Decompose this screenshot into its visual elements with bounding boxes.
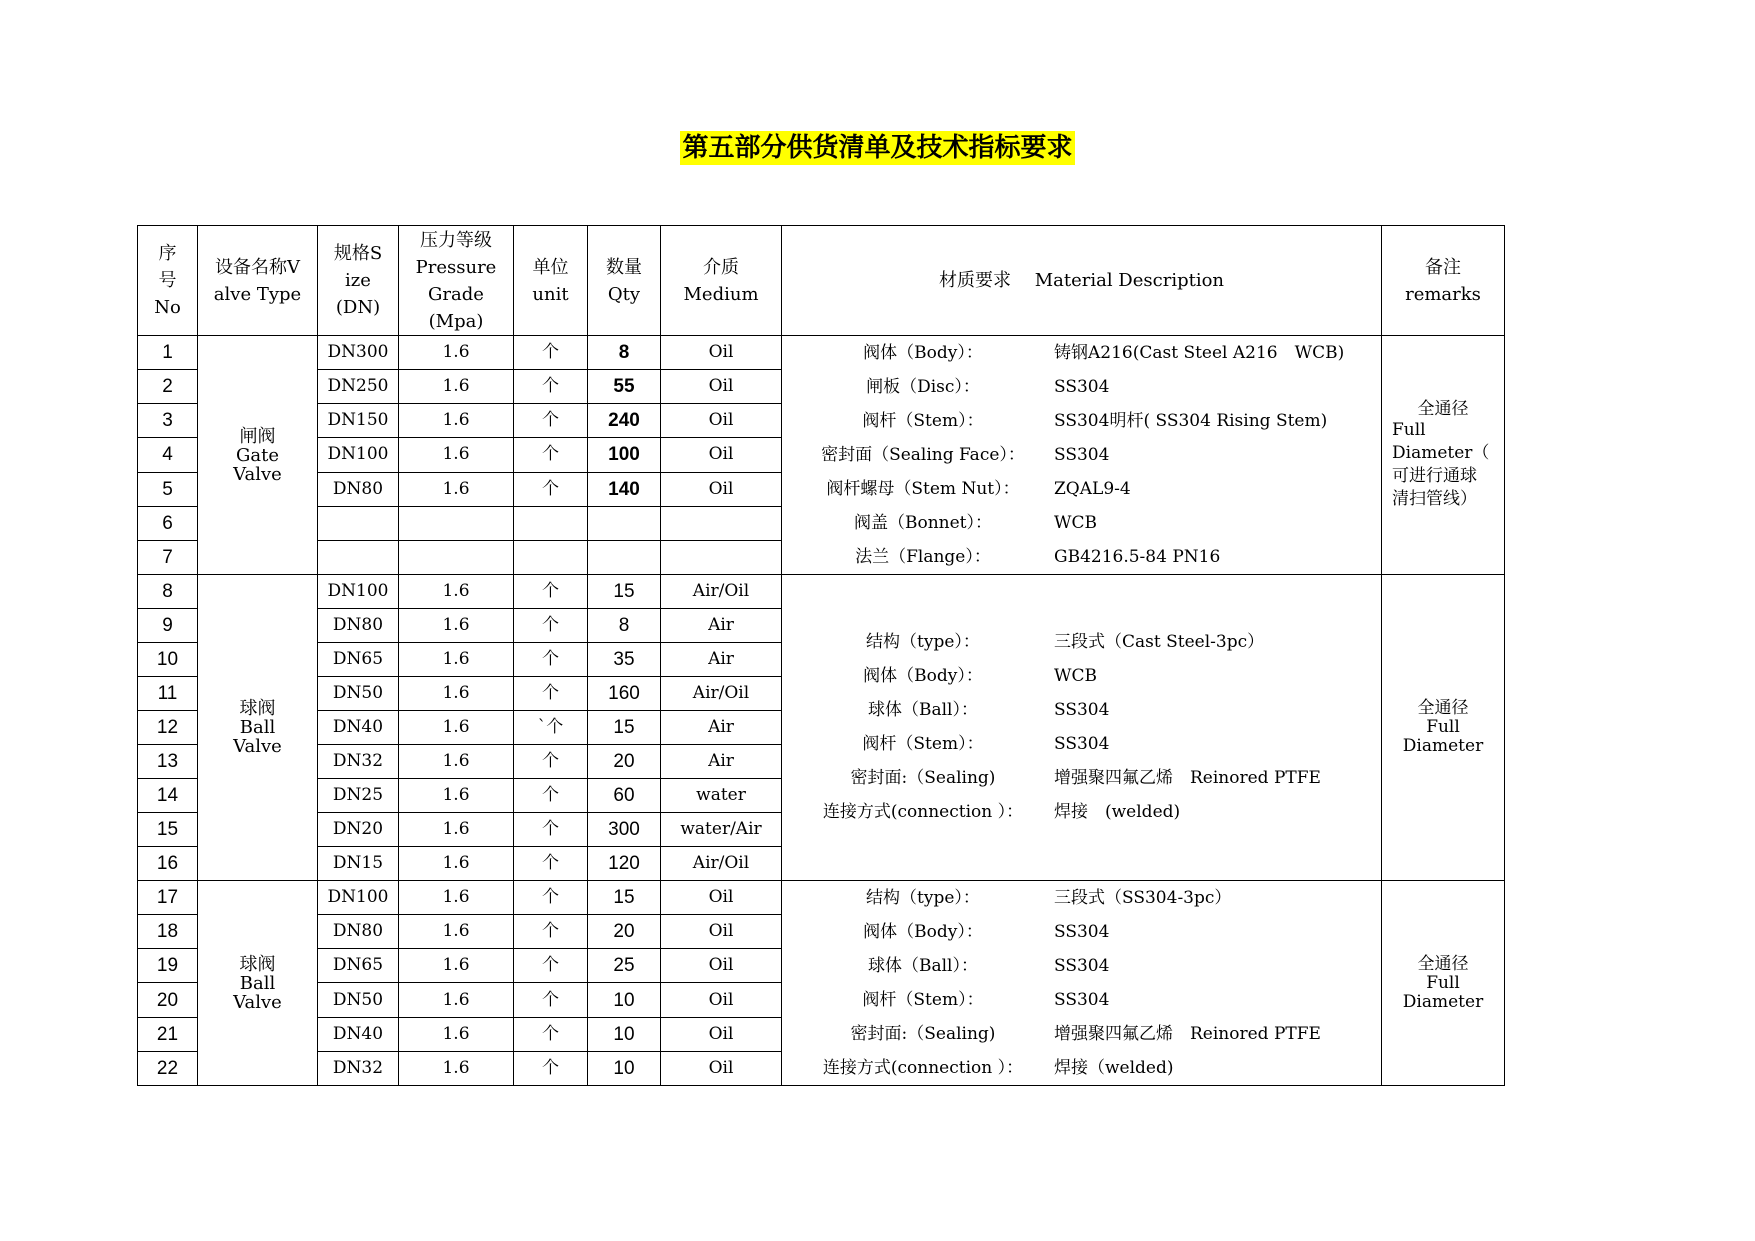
unit-cell: 个 xyxy=(514,609,588,643)
table-row xyxy=(138,575,1505,609)
material-line xyxy=(782,762,1381,796)
material-line xyxy=(782,540,1381,574)
remarks-cell xyxy=(1382,575,1505,881)
qty-cell: 300 xyxy=(588,813,661,847)
material-line xyxy=(782,370,1381,404)
medium-cell: Oil xyxy=(661,472,782,506)
material-part: 球体（Ball）： xyxy=(867,955,978,976)
unit-cell: 个 xyxy=(514,575,588,609)
pressure-cell: 1.6 xyxy=(399,370,514,404)
material-line xyxy=(782,949,1381,983)
row-no-cell: 2 xyxy=(138,370,198,404)
remarks-line: 全通径 xyxy=(1417,953,1469,974)
valve-type-line: Ball xyxy=(239,972,276,994)
row-no-cell: 12 xyxy=(138,711,198,745)
pressure-cell: 1.6 xyxy=(399,779,514,813)
size-cell: DN80 xyxy=(318,915,399,949)
row-no-cell: 14 xyxy=(138,779,198,813)
material-cell xyxy=(782,881,1382,1086)
pressure-cell: 1.6 xyxy=(399,575,514,609)
row-no-cell: 8 xyxy=(138,575,198,609)
header-size-line: ize xyxy=(345,270,371,291)
material-spec: SS304 xyxy=(1054,955,1110,976)
unit-cell: `个 xyxy=(514,711,588,745)
medium-cell: Oil xyxy=(661,336,782,370)
pressure-cell: 1.6 xyxy=(399,1051,514,1085)
unit-cell: 个 xyxy=(514,745,588,779)
material-part: 阀盖（Bonnet）： xyxy=(853,512,993,533)
size-cell: DN50 xyxy=(318,983,399,1017)
qty-cell xyxy=(588,506,661,540)
medium-cell: water xyxy=(661,779,782,813)
size-cell: DN65 xyxy=(318,643,399,677)
medium-cell: Air/Oil xyxy=(661,677,782,711)
material-line xyxy=(782,404,1381,438)
row-no-cell: 1 xyxy=(138,336,198,370)
material-spec: SS304 xyxy=(1054,444,1110,465)
material-part: 阀体（Body）： xyxy=(863,921,983,942)
pressure-cell: 1.6 xyxy=(399,847,514,881)
medium-cell: Oil xyxy=(661,404,782,438)
table-row xyxy=(138,881,1505,915)
header-pressure xyxy=(399,226,514,336)
unit-cell: 个 xyxy=(514,677,588,711)
material-part: 密封面:（Sealing) xyxy=(850,768,996,788)
medium-cell: Air xyxy=(661,745,782,779)
unit-cell: 个 xyxy=(514,983,588,1017)
medium-cell: Oil xyxy=(661,438,782,472)
material-part: 法兰（Flange）： xyxy=(855,546,991,567)
remarks-line: Diameter xyxy=(1402,736,1484,756)
material-part: 连接方式(connection ）： xyxy=(822,1057,1024,1078)
remarks-cell xyxy=(1382,881,1505,1086)
header-size-line: (DN) xyxy=(335,297,381,318)
material-part: 阀杆（Stem）： xyxy=(862,410,984,431)
medium-cell: Oil xyxy=(661,1051,782,1085)
valve-type-cell xyxy=(198,336,318,575)
unit-cell: 个 xyxy=(514,404,588,438)
header-size xyxy=(318,226,399,336)
pressure-cell: 1.6 xyxy=(399,1017,514,1051)
size-cell: DN100 xyxy=(318,575,399,609)
material-spec: WCB xyxy=(1054,666,1097,686)
unit-cell: 个 xyxy=(514,949,588,983)
qty-cell: 10 xyxy=(588,983,661,1017)
qty-cell: 35 xyxy=(588,643,661,677)
remarks-line: 可进行通球 xyxy=(1392,465,1477,486)
valve-type-line: 闸阀 xyxy=(239,425,276,447)
row-no-cell: 10 xyxy=(138,643,198,677)
material-spec: 铸钢A216(Cast Steel A216 WCB) xyxy=(1054,342,1345,363)
valve-type-cell xyxy=(198,881,318,1086)
unit-cell: 个 xyxy=(514,336,588,370)
row-no-cell: 6 xyxy=(138,506,198,540)
remarks-line: 清扫管线） xyxy=(1392,488,1477,509)
valve-type-line: Ball xyxy=(239,717,276,738)
row-no-cell: 3 xyxy=(138,404,198,438)
material-spec: SS304 xyxy=(1054,700,1110,720)
material-cell xyxy=(782,336,1382,575)
material-line xyxy=(782,694,1381,728)
medium-cell: Oil xyxy=(661,881,782,915)
unit-cell: 个 xyxy=(514,472,588,506)
medium-cell xyxy=(661,540,782,574)
remarks-line: Full xyxy=(1426,972,1460,993)
valve-type-cell xyxy=(198,575,318,881)
material-cell xyxy=(782,575,1382,881)
material-part: 阀体（Body）： xyxy=(863,342,983,363)
unit-cell: 个 xyxy=(514,370,588,404)
material-part: 阀杆螺母（Stem Nut）： xyxy=(826,478,1020,499)
header-material: 材质要求 Material Description xyxy=(782,226,1382,336)
medium-cell: water/Air xyxy=(661,813,782,847)
pressure-cell: 1.6 xyxy=(399,336,514,370)
header-row xyxy=(138,226,1505,336)
qty-cell: 15 xyxy=(588,881,661,915)
material-spec: SS304 xyxy=(1054,921,1110,942)
material-part: 密封面（Sealing Face）： xyxy=(821,444,1025,465)
qty-cell: 55 xyxy=(588,370,661,404)
qty-cell: 160 xyxy=(588,677,661,711)
unit-cell: 个 xyxy=(514,643,588,677)
unit-cell: 个 xyxy=(514,438,588,472)
size-cell: DN32 xyxy=(318,745,399,779)
header-qty-line: 数量 xyxy=(606,256,642,278)
size-cell: DN40 xyxy=(318,1017,399,1051)
qty-cell: 60 xyxy=(588,779,661,813)
remarks-line: 全通径 xyxy=(1417,398,1469,419)
table-body xyxy=(138,336,1505,1086)
row-no-cell: 11 xyxy=(138,677,198,711)
unit-cell: 个 xyxy=(514,1017,588,1051)
material-spec: WCB xyxy=(1054,512,1097,533)
unit-cell: 个 xyxy=(514,915,588,949)
header-remarks-line: remarks xyxy=(1405,283,1481,305)
medium-cell: Air/Oil xyxy=(661,847,782,881)
qty-cell: 240 xyxy=(588,404,661,438)
material-spec: SS304 xyxy=(1054,989,1110,1010)
size-cell: DN25 xyxy=(318,779,399,813)
medium-cell: Oil xyxy=(661,370,782,404)
row-no-cell: 18 xyxy=(138,915,198,949)
header-qty-line: Qty xyxy=(607,283,641,305)
pressure-cell: 1.6 xyxy=(399,915,514,949)
material-spec: GB4216.5-84 PN16 xyxy=(1054,546,1221,567)
valve-type-line: 球阀 xyxy=(239,953,276,975)
header-remarks xyxy=(1382,226,1505,336)
material-spec: ZQAL9-4 xyxy=(1054,478,1131,499)
material-part: 阀体（Body）： xyxy=(863,666,983,686)
header-pressure-line: Grade xyxy=(428,283,484,305)
size-cell: DN100 xyxy=(318,881,399,915)
material-part: 连接方式(connection ）： xyxy=(822,802,1024,822)
header-qty xyxy=(588,226,661,336)
material-line xyxy=(782,728,1381,762)
pressure-cell: 1.6 xyxy=(399,643,514,677)
material-spec: 增强聚四氟乙烯 Reinored PTFE xyxy=(1054,1023,1321,1044)
size-cell: DN100 xyxy=(318,438,399,472)
material-line xyxy=(782,506,1381,540)
unit-cell: 个 xyxy=(514,779,588,813)
material-line xyxy=(782,472,1381,506)
qty-cell: 100 xyxy=(588,438,661,472)
header-medium-line: Medium xyxy=(683,283,759,305)
header-medium xyxy=(661,226,782,336)
size-cell: DN80 xyxy=(318,609,399,643)
row-no-cell: 13 xyxy=(138,745,198,779)
qty-cell: 120 xyxy=(588,847,661,881)
row-no-cell: 7 xyxy=(138,540,198,574)
size-cell: DN250 xyxy=(318,370,399,404)
material-spec: 焊接 (welded) xyxy=(1054,802,1181,822)
pressure-cell: 1.6 xyxy=(399,983,514,1017)
row-no-cell: 20 xyxy=(138,983,198,1017)
size-cell: DN65 xyxy=(318,949,399,983)
page-title xyxy=(0,127,1755,164)
header-no-line: No xyxy=(154,297,181,318)
pressure-cell xyxy=(399,506,514,540)
pressure-cell: 1.6 xyxy=(399,949,514,983)
material-spec: SS304明杆( SS304 Rising Stem) xyxy=(1054,410,1328,431)
header-pressure-line: Pressure xyxy=(415,256,497,278)
medium-cell: Oil xyxy=(661,983,782,1017)
row-no-cell: 15 xyxy=(138,813,198,847)
material-line xyxy=(782,438,1381,472)
header-pressure-line: 压力等级 xyxy=(420,229,492,251)
pressure-cell: 1.6 xyxy=(399,677,514,711)
pressure-cell: 1.6 xyxy=(399,472,514,506)
medium-cell: Air xyxy=(661,609,782,643)
size-cell: DN32 xyxy=(318,1051,399,1085)
material-spec: 增强聚四氟乙烯 Reinored PTFE xyxy=(1054,768,1321,788)
remarks-line: Diameter xyxy=(1402,991,1484,1012)
row-no-cell: 16 xyxy=(138,847,198,881)
medium-cell: Air xyxy=(661,643,782,677)
material-line xyxy=(782,660,1381,694)
pressure-cell: 1.6 xyxy=(399,711,514,745)
material-part: 闸板（Disc）： xyxy=(866,376,980,397)
medium-cell xyxy=(661,506,782,540)
header-pressure-line: (Mpa) xyxy=(428,310,484,332)
qty-cell: 10 xyxy=(588,1017,661,1051)
qty-cell xyxy=(588,540,661,574)
material-part: 阀杆（Stem）： xyxy=(862,734,984,754)
material-part: 密封面:（Sealing) xyxy=(850,1023,996,1044)
pressure-cell: 1.6 xyxy=(399,813,514,847)
qty-cell: 20 xyxy=(588,915,661,949)
remarks-line: Diameter（ xyxy=(1392,442,1490,463)
material-spec: 焊接（welded) xyxy=(1054,1057,1174,1078)
qty-cell: 8 xyxy=(588,609,661,643)
header-no-line: 序 xyxy=(158,243,177,264)
material-line xyxy=(782,1051,1381,1085)
size-cell: DN15 xyxy=(318,847,399,881)
unit-cell: 个 xyxy=(514,881,588,915)
header-name xyxy=(198,226,318,336)
page-title-text: 第五部分供货清单及技术指标要求 xyxy=(682,133,1073,163)
material-spec: 三段式（Cast Steel-3pc） xyxy=(1054,632,1265,652)
valve-type-line: Valve xyxy=(233,463,282,485)
header-unit xyxy=(514,226,588,336)
qty-cell: 10 xyxy=(588,1051,661,1085)
remarks-line: 全通径 xyxy=(1417,698,1469,718)
pressure-cell xyxy=(399,540,514,574)
medium-cell: Oil xyxy=(661,915,782,949)
row-no-cell: 22 xyxy=(138,1051,198,1085)
material-line xyxy=(782,915,1381,949)
supply-list-table xyxy=(137,225,1505,1086)
unit-cell xyxy=(514,540,588,574)
medium-cell: Oil xyxy=(661,1017,782,1051)
material-line xyxy=(782,626,1381,660)
valve-type-line: 球阀 xyxy=(239,698,276,719)
valve-type-line: Valve xyxy=(233,991,282,1013)
unit-cell xyxy=(514,506,588,540)
medium-cell: Air xyxy=(661,711,782,745)
material-line xyxy=(782,881,1381,915)
header-unit-line: unit xyxy=(532,283,569,305)
header-remarks-line: 备注 xyxy=(1425,256,1461,278)
row-no-cell: 5 xyxy=(138,472,198,506)
valve-type-line: Gate xyxy=(236,444,279,466)
pressure-cell: 1.6 xyxy=(399,609,514,643)
size-cell: DN150 xyxy=(318,404,399,438)
header-no-line: 号 xyxy=(158,270,177,291)
qty-cell: 15 xyxy=(588,711,661,745)
material-part: 结构（type）： xyxy=(866,887,980,908)
qty-cell: 8 xyxy=(588,336,661,370)
valve-type-line: Valve xyxy=(233,736,282,757)
remarks-line: Full xyxy=(1392,419,1426,440)
qty-cell: 140 xyxy=(588,472,661,506)
table-row xyxy=(138,336,1505,370)
material-spec: 三段式（SS304-3pc） xyxy=(1054,887,1232,908)
header-name-line: alve Type xyxy=(213,283,302,305)
material-part: 阀杆（Stem）： xyxy=(862,989,984,1010)
pressure-cell: 1.6 xyxy=(399,745,514,779)
unit-cell: 个 xyxy=(514,1051,588,1085)
row-no-cell: 4 xyxy=(138,438,198,472)
unit-cell: 个 xyxy=(514,813,588,847)
pressure-cell: 1.6 xyxy=(399,881,514,915)
row-no-cell: 9 xyxy=(138,609,198,643)
size-cell: DN40 xyxy=(318,711,399,745)
qty-cell: 20 xyxy=(588,745,661,779)
row-no-cell: 21 xyxy=(138,1017,198,1051)
pressure-cell: 1.6 xyxy=(399,404,514,438)
unit-cell: 个 xyxy=(514,847,588,881)
material-line xyxy=(782,336,1381,370)
header-no xyxy=(138,226,198,336)
qty-cell: 15 xyxy=(588,575,661,609)
size-cell xyxy=(318,540,399,574)
material-line xyxy=(782,796,1381,830)
material-spec: SS304 xyxy=(1054,376,1110,397)
row-no-cell: 19 xyxy=(138,949,198,983)
row-no-cell: 17 xyxy=(138,881,198,915)
material-part: 结构（type）： xyxy=(866,632,980,652)
size-cell: DN50 xyxy=(318,677,399,711)
size-cell xyxy=(318,506,399,540)
header-name-line: 设备名称V xyxy=(215,256,300,278)
remarks-cell xyxy=(1382,336,1505,575)
pressure-cell: 1.6 xyxy=(399,438,514,472)
header-medium-line: 介质 xyxy=(703,256,739,278)
material-line xyxy=(782,1017,1381,1051)
medium-cell: Oil xyxy=(661,949,782,983)
size-cell: DN20 xyxy=(318,813,399,847)
material-part: 球体（Ball）： xyxy=(867,700,978,720)
medium-cell: Air/Oil xyxy=(661,575,782,609)
material-line xyxy=(782,983,1381,1017)
size-cell: DN300 xyxy=(318,336,399,370)
remarks-line: Full xyxy=(1426,717,1460,737)
size-cell: DN80 xyxy=(318,472,399,506)
header-size-line: 规格S xyxy=(333,243,383,264)
qty-cell: 25 xyxy=(588,949,661,983)
material-spec: SS304 xyxy=(1054,734,1110,754)
header-unit-line: 单位 xyxy=(532,256,569,278)
